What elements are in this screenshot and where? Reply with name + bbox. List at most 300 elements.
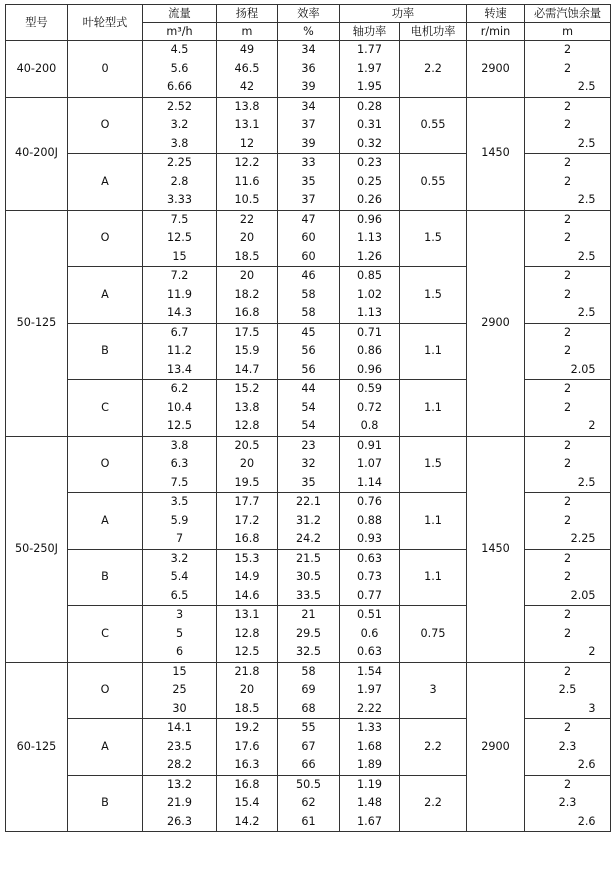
npsh-cell-value: 2 xyxy=(563,174,572,188)
shaft-power-cell-value: 0.28 xyxy=(357,99,382,113)
head-cell xyxy=(217,493,278,550)
npsh-cell-value: 2.5 xyxy=(577,80,596,93)
efficiency-cell-value: 58 xyxy=(301,306,316,319)
head-cell xyxy=(217,380,278,437)
motor-power-cell: 1.1 xyxy=(400,549,467,606)
flow-cell-value: 15 xyxy=(172,664,187,678)
shaft-power-cell-value: 0.73 xyxy=(357,570,382,583)
flow-cell-value: 15 xyxy=(172,249,187,263)
npsh-cell-value: 2.25 xyxy=(570,532,596,545)
impeller-type-cell: 0 xyxy=(68,41,143,98)
head-cell-value: 20.5 xyxy=(234,438,260,452)
flow-cell-value: 7 xyxy=(175,532,184,545)
shaft-power-cell xyxy=(340,41,400,98)
efficiency-cell-value: 33.5 xyxy=(296,588,321,602)
head-cell-value: 14.2 xyxy=(234,814,260,828)
efficiency-cell xyxy=(278,549,340,606)
npsh-cell-value: 2 xyxy=(563,269,572,282)
shaft-power-cell-value: 0.91 xyxy=(357,438,382,452)
flow-cell-value: 14.1 xyxy=(167,721,192,734)
flow-cell-value: 13.2 xyxy=(167,777,192,791)
shaft-power-cell-value: 0.31 xyxy=(357,118,382,131)
npsh-cell-value: 2 xyxy=(563,287,572,301)
head-cell-value: 20 xyxy=(239,231,255,244)
head-cell-value: 12.2 xyxy=(234,156,260,169)
efficiency-cell-value: 29.5 xyxy=(296,626,321,640)
header-npsh: 必需汽蚀余量 xyxy=(525,5,611,23)
npsh-cell-value: 2.5 xyxy=(577,475,596,489)
motor-power-cell: 1.5 xyxy=(400,436,467,493)
efficiency-cell-value: 69 xyxy=(301,683,316,696)
head-cell-value: 16.8 xyxy=(234,777,260,791)
head-cell xyxy=(217,719,278,776)
shaft-power-cell xyxy=(340,97,400,154)
header-speed: 转速 xyxy=(467,5,525,23)
efficiency-cell-value: 39 xyxy=(301,80,316,93)
shaft-power-cell-value: 0.72 xyxy=(357,400,382,414)
head-cell-value: 14.6 xyxy=(234,588,260,602)
speed-cell: 1450 xyxy=(467,97,525,210)
head-cell-value: 13.1 xyxy=(234,118,260,131)
motor-power-cell: 1.1 xyxy=(400,493,467,550)
flow-cell-value: 5.9 xyxy=(170,513,189,527)
shaft-power-cell-value: 1.07 xyxy=(357,457,382,470)
npsh-cell xyxy=(525,154,611,211)
head-cell-value: 16.8 xyxy=(234,306,260,319)
flow-cell xyxy=(143,775,217,832)
efficiency-cell xyxy=(278,210,340,267)
shaft-power-cell-value: 1.02 xyxy=(357,287,382,301)
impeller-type-cell: A xyxy=(68,267,143,324)
head-cell-value: 20 xyxy=(239,457,255,470)
flow-cell-value: 3.5 xyxy=(170,495,189,508)
flow-cell-value: 11.9 xyxy=(167,287,192,301)
flow-cell-value: 6.66 xyxy=(167,80,192,93)
flow-cell-value: 3.2 xyxy=(170,118,189,131)
npsh-cell-value: 2.6 xyxy=(577,814,596,828)
efficiency-cell-value: 30.5 xyxy=(296,570,321,583)
npsh-cell-value: 2 xyxy=(563,325,572,339)
efficiency-cell-value: 35 xyxy=(301,174,316,188)
npsh-cell-value: 2 xyxy=(563,570,572,583)
impeller-type-cell: B xyxy=(68,323,143,380)
shaft-power-cell-value: 0.63 xyxy=(357,551,382,565)
head-cell-value: 15.3 xyxy=(234,551,260,565)
impeller-type-cell: A xyxy=(68,154,143,211)
shaft-power-cell-value: 1.13 xyxy=(357,306,382,319)
npsh-cell-value: 2.05 xyxy=(570,362,596,376)
head-cell-value: 12.8 xyxy=(234,419,260,432)
head-cell-value: 17.2 xyxy=(234,513,260,527)
efficiency-cell xyxy=(278,267,340,324)
head-cell-value: 16.8 xyxy=(234,532,260,545)
impeller-type-cell: O xyxy=(68,210,143,267)
npsh-cell-value: 2 xyxy=(563,457,572,470)
flow-cell xyxy=(143,267,217,324)
shaft-power-cell xyxy=(340,662,400,719)
head-cell-value: 10.5 xyxy=(234,193,260,206)
efficiency-cell-value: 54 xyxy=(301,419,316,432)
shaft-power-cell-value: 1.95 xyxy=(357,80,382,93)
header-power: 功率 xyxy=(340,5,467,23)
impeller-type-cell: B xyxy=(68,549,143,606)
flow-cell-value: 3.2 xyxy=(170,551,189,565)
head-cell-value: 18.2 xyxy=(234,287,260,301)
efficiency-cell-value: 24.2 xyxy=(296,532,321,545)
npsh-cell-value: 2.5 xyxy=(577,249,596,263)
shaft-power-cell-value: 0.63 xyxy=(357,645,382,658)
shaft-power-cell-value: 0.96 xyxy=(357,362,382,376)
head-cell-value: 17.7 xyxy=(234,495,260,508)
efficiency-cell-value: 62 xyxy=(301,796,316,809)
npsh-cell-value: 3 xyxy=(588,701,596,715)
header-row-1 xyxy=(6,5,611,23)
shaft-power-cell xyxy=(340,719,400,776)
head-cell xyxy=(217,606,278,663)
flow-cell xyxy=(143,493,217,550)
npsh-cell-value: 2.3 xyxy=(558,739,577,753)
impeller-type-cell: O xyxy=(68,662,143,719)
efficiency-cell-value: 31.2 xyxy=(296,513,321,527)
head-cell xyxy=(217,154,278,211)
efficiency-cell-value: 45 xyxy=(301,325,316,339)
flow-cell-value: 5.6 xyxy=(170,61,189,75)
flow-cell xyxy=(143,154,217,211)
flow-cell xyxy=(143,323,217,380)
efficiency-cell-value: 33 xyxy=(301,156,316,169)
shaft-power-cell xyxy=(340,154,400,211)
efficiency-cell-value: 50.5 xyxy=(296,777,321,791)
head-cell-value: 19.2 xyxy=(234,721,260,734)
efficiency-cell-value: 55 xyxy=(301,721,316,734)
shaft-power-cell-value: 0.32 xyxy=(357,136,382,150)
npsh-cell xyxy=(525,662,611,719)
flow-cell-value: 6 xyxy=(175,645,184,658)
efficiency-cell xyxy=(278,154,340,211)
efficiency-cell xyxy=(278,606,340,663)
header-efficiency-unit: % xyxy=(278,23,340,41)
shaft-power-cell xyxy=(340,606,400,663)
model-cell: 60-125 xyxy=(6,662,68,832)
npsh-cell-value: 2.5 xyxy=(577,306,596,319)
shaft-power-cell xyxy=(340,775,400,832)
header-model: 型号 xyxy=(6,5,68,41)
motor-power-cell: 1.1 xyxy=(400,380,467,437)
shaft-power-cell-value: 0.93 xyxy=(357,532,382,545)
npsh-cell-value: 2.5 xyxy=(577,193,596,206)
head-cell-value: 13.8 xyxy=(234,99,260,113)
efficiency-cell-value: 66 xyxy=(301,758,316,771)
flow-cell-value: 6.2 xyxy=(170,382,189,395)
motor-power-cell: 0.75 xyxy=(400,606,467,663)
npsh-cell-value: 2 xyxy=(588,419,596,432)
shaft-power-cell xyxy=(340,436,400,493)
head-cell xyxy=(217,210,278,267)
head-cell-value: 46.5 xyxy=(234,61,260,75)
npsh-cell-value: 2 xyxy=(563,344,572,357)
head-cell-value: 14.9 xyxy=(234,570,260,583)
npsh-cell-value: 2 xyxy=(563,61,572,75)
head-cell-value: 15.9 xyxy=(234,344,260,357)
speed-cell: 1450 xyxy=(467,436,525,662)
shaft-power-cell-value: 1.14 xyxy=(357,475,382,489)
model-cell: 40-200 xyxy=(6,41,68,98)
head-cell-value: 16.3 xyxy=(234,758,260,771)
shaft-power-cell xyxy=(340,549,400,606)
header-impeller: 叶轮型式 xyxy=(68,5,143,41)
flow-cell-value: 7.2 xyxy=(170,269,189,282)
header-motor-power: 电机功率 xyxy=(400,23,467,41)
shaft-power-cell-value: 0.59 xyxy=(357,382,382,395)
speed-cell: 2900 xyxy=(467,41,525,98)
header-npsh-unit: m xyxy=(525,23,611,41)
flow-cell-value: 3.33 xyxy=(167,193,192,206)
npsh-cell xyxy=(525,775,611,832)
npsh-cell-value: 2 xyxy=(563,438,572,452)
npsh-cell xyxy=(525,210,611,267)
flow-cell-value: 6.7 xyxy=(170,325,189,339)
npsh-cell-value: 2 xyxy=(563,495,572,508)
npsh-cell-value: 2 xyxy=(563,664,572,678)
flow-cell-value: 12.5 xyxy=(167,419,192,432)
motor-power-cell: 0.55 xyxy=(400,97,467,154)
model-cell: 50-250J xyxy=(6,436,68,662)
efficiency-cell-value: 32 xyxy=(301,457,316,470)
efficiency-cell-value: 56 xyxy=(301,344,316,357)
speed-cell: 2900 xyxy=(467,662,525,832)
shaft-power-cell-value: 1.26 xyxy=(357,249,382,263)
efficiency-cell xyxy=(278,323,340,380)
npsh-cell-value: 2 xyxy=(563,400,572,414)
efficiency-cell-value: 39 xyxy=(301,136,316,150)
flow-cell-value: 14.3 xyxy=(167,306,192,319)
efficiency-cell-value: 34 xyxy=(301,43,316,56)
efficiency-cell-value: 47 xyxy=(301,212,316,226)
header-speed-unit: r/min xyxy=(467,23,525,41)
header-flow-unit: m³/h xyxy=(143,23,217,41)
shaft-power-cell-value: 0.77 xyxy=(357,588,382,602)
efficiency-cell-value: 34 xyxy=(301,99,316,113)
flow-cell-value: 28.2 xyxy=(167,758,192,771)
npsh-cell xyxy=(525,606,611,663)
efficiency-cell-value: 22.1 xyxy=(296,495,321,508)
head-cell-value: 20 xyxy=(239,683,255,696)
head-cell-value: 11.6 xyxy=(234,174,260,188)
flow-cell-value: 23.5 xyxy=(167,739,192,753)
efficiency-cell xyxy=(278,436,340,493)
flow-cell-value: 21.9 xyxy=(167,796,192,809)
shaft-power-cell xyxy=(340,267,400,324)
flow-cell-value: 3.8 xyxy=(170,136,189,150)
efficiency-cell xyxy=(278,775,340,832)
head-cell-value: 12 xyxy=(239,136,255,150)
flow-cell-value: 6.5 xyxy=(170,588,189,602)
header-flow: 流量 xyxy=(143,5,217,23)
efficiency-cell xyxy=(278,380,340,437)
npsh-cell xyxy=(525,436,611,493)
head-cell-value: 42 xyxy=(239,80,255,93)
efficiency-cell xyxy=(278,493,340,550)
speed-cell: 2900 xyxy=(467,210,525,436)
motor-power-cell: 3 xyxy=(400,662,467,719)
impeller-type-cell: O xyxy=(68,436,143,493)
npsh-cell-value: 2.05 xyxy=(570,588,596,602)
efficiency-cell-value: 44 xyxy=(301,382,316,395)
npsh-cell-value: 2 xyxy=(563,513,572,527)
npsh-cell xyxy=(525,380,611,437)
shaft-power-cell-value: 0.96 xyxy=(357,212,382,226)
head-cell xyxy=(217,97,278,154)
flow-cell-value: 5 xyxy=(175,626,184,640)
pump-performance-table xyxy=(5,4,611,832)
flow-cell xyxy=(143,719,217,776)
npsh-cell xyxy=(525,549,611,606)
impeller-type-cell: O xyxy=(68,97,143,154)
shaft-power-cell-value: 1.67 xyxy=(357,814,382,828)
flow-cell-value: 7.5 xyxy=(170,212,189,226)
efficiency-cell-value: 60 xyxy=(301,249,316,263)
npsh-cell-value: 2.3 xyxy=(558,796,577,809)
efficiency-cell xyxy=(278,97,340,154)
efficiency-cell-value: 68 xyxy=(301,701,316,715)
head-cell-value: 13.1 xyxy=(234,608,260,621)
npsh-cell-value: 2 xyxy=(563,626,572,640)
head-cell xyxy=(217,436,278,493)
shaft-power-cell-value: 1.48 xyxy=(357,796,382,809)
flow-cell-value: 7.5 xyxy=(170,475,189,489)
head-cell-value: 14.7 xyxy=(234,362,260,376)
impeller-type-cell: A xyxy=(68,719,143,776)
head-cell-value: 15.4 xyxy=(234,796,260,809)
shaft-power-cell xyxy=(340,323,400,380)
shaft-power-cell-value: 0.6 xyxy=(360,626,379,640)
efficiency-cell xyxy=(278,41,340,98)
npsh-cell-value: 2 xyxy=(563,777,572,791)
head-cell-value: 18.5 xyxy=(234,701,260,715)
head-cell-value: 22 xyxy=(239,212,255,226)
flow-cell xyxy=(143,662,217,719)
table-row xyxy=(6,97,611,154)
flow-cell-value: 12.5 xyxy=(167,231,192,244)
shaft-power-cell-value: 0.76 xyxy=(357,495,382,508)
shaft-power-cell-value: 0.71 xyxy=(357,325,382,339)
header-shaft-power: 轴功率 xyxy=(340,23,400,41)
head-cell-value: 19.5 xyxy=(234,475,260,489)
flow-cell xyxy=(143,41,217,98)
table-row xyxy=(6,436,611,493)
npsh-cell-value: 2.5 xyxy=(558,683,577,696)
npsh-cell xyxy=(525,267,611,324)
impeller-type-cell: C xyxy=(68,380,143,437)
flow-cell xyxy=(143,210,217,267)
motor-power-cell: 1.5 xyxy=(400,267,467,324)
efficiency-cell-value: 58 xyxy=(301,664,316,678)
efficiency-cell-value: 56 xyxy=(301,362,316,376)
flow-cell-value: 3.8 xyxy=(170,438,189,452)
efficiency-cell xyxy=(278,719,340,776)
efficiency-cell-value: 32.5 xyxy=(296,645,321,658)
flow-cell-value: 5.4 xyxy=(170,570,189,583)
head-cell-value: 15.2 xyxy=(234,382,260,395)
shaft-power-cell-value: 1.68 xyxy=(357,739,382,753)
npsh-cell-value: 2 xyxy=(563,608,572,621)
flow-cell xyxy=(143,380,217,437)
model-cell: 40-200J xyxy=(6,97,68,210)
table-body xyxy=(6,41,611,832)
head-cell-value: 12.5 xyxy=(234,645,260,658)
efficiency-cell-value: 37 xyxy=(301,118,316,131)
efficiency-cell-value: 60 xyxy=(301,231,316,244)
header-efficiency: 效率 xyxy=(278,5,340,23)
npsh-cell xyxy=(525,493,611,550)
table-row xyxy=(6,41,611,98)
impeller-type-cell: C xyxy=(68,606,143,663)
shaft-power-cell-value: 1.54 xyxy=(357,664,382,678)
npsh-cell xyxy=(525,41,611,98)
shaft-power-cell-value: 1.89 xyxy=(357,758,382,771)
npsh-cell-value: 2 xyxy=(563,156,572,169)
shaft-power-cell xyxy=(340,493,400,550)
efficiency-cell-value: 37 xyxy=(301,193,316,206)
shaft-power-cell-value: 2.22 xyxy=(357,701,382,715)
head-cell-value: 20 xyxy=(239,269,255,282)
motor-power-cell: 1.5 xyxy=(400,210,467,267)
shaft-power-cell-value: 1.13 xyxy=(357,231,382,244)
flow-cell-value: 2.52 xyxy=(167,99,192,113)
impeller-type-cell: B xyxy=(68,775,143,832)
model-cell: 50-125 xyxy=(6,210,68,436)
shaft-power-cell xyxy=(340,210,400,267)
motor-power-cell: 2.2 xyxy=(400,775,467,832)
npsh-cell-value: 2 xyxy=(563,231,572,244)
efficiency-cell-value: 35 xyxy=(301,475,316,489)
table-row xyxy=(6,210,611,267)
header-head-unit: m xyxy=(217,23,278,41)
motor-power-cell: 0.55 xyxy=(400,154,467,211)
motor-power-cell: 1.1 xyxy=(400,323,467,380)
npsh-cell-value: 2 xyxy=(563,721,572,734)
head-cell-value: 12.8 xyxy=(234,626,260,640)
table-row xyxy=(6,662,611,719)
flow-cell-value: 13.4 xyxy=(167,362,192,376)
shaft-power-cell-value: 0.23 xyxy=(357,156,382,169)
header-head: 扬程 xyxy=(217,5,278,23)
npsh-cell-value: 2.6 xyxy=(577,758,596,771)
npsh-cell-value: 2 xyxy=(588,645,596,658)
head-cell xyxy=(217,662,278,719)
efficiency-cell-value: 46 xyxy=(301,269,316,282)
head-cell xyxy=(217,267,278,324)
head-cell-value: 17.6 xyxy=(234,739,260,753)
npsh-cell-value: 2 xyxy=(563,382,572,395)
npsh-cell-value: 2 xyxy=(563,43,572,56)
efficiency-cell-value: 67 xyxy=(301,739,316,753)
npsh-cell-value: 2 xyxy=(563,212,572,226)
npsh-cell-value: 2 xyxy=(563,118,572,131)
head-cell xyxy=(217,323,278,380)
motor-power-cell: 2.2 xyxy=(400,41,467,98)
head-cell-value: 49 xyxy=(239,43,255,56)
flow-cell xyxy=(143,606,217,663)
flow-cell-value: 3 xyxy=(175,608,184,621)
npsh-cell-value: 2 xyxy=(563,551,572,565)
shaft-power-cell xyxy=(340,380,400,437)
efficiency-cell-value: 54 xyxy=(301,400,316,414)
shaft-power-cell-value: 0.26 xyxy=(357,193,382,206)
shaft-power-cell-value: 0.85 xyxy=(357,269,382,282)
flow-cell xyxy=(143,549,217,606)
npsh-cell-value: 2.5 xyxy=(577,136,596,150)
